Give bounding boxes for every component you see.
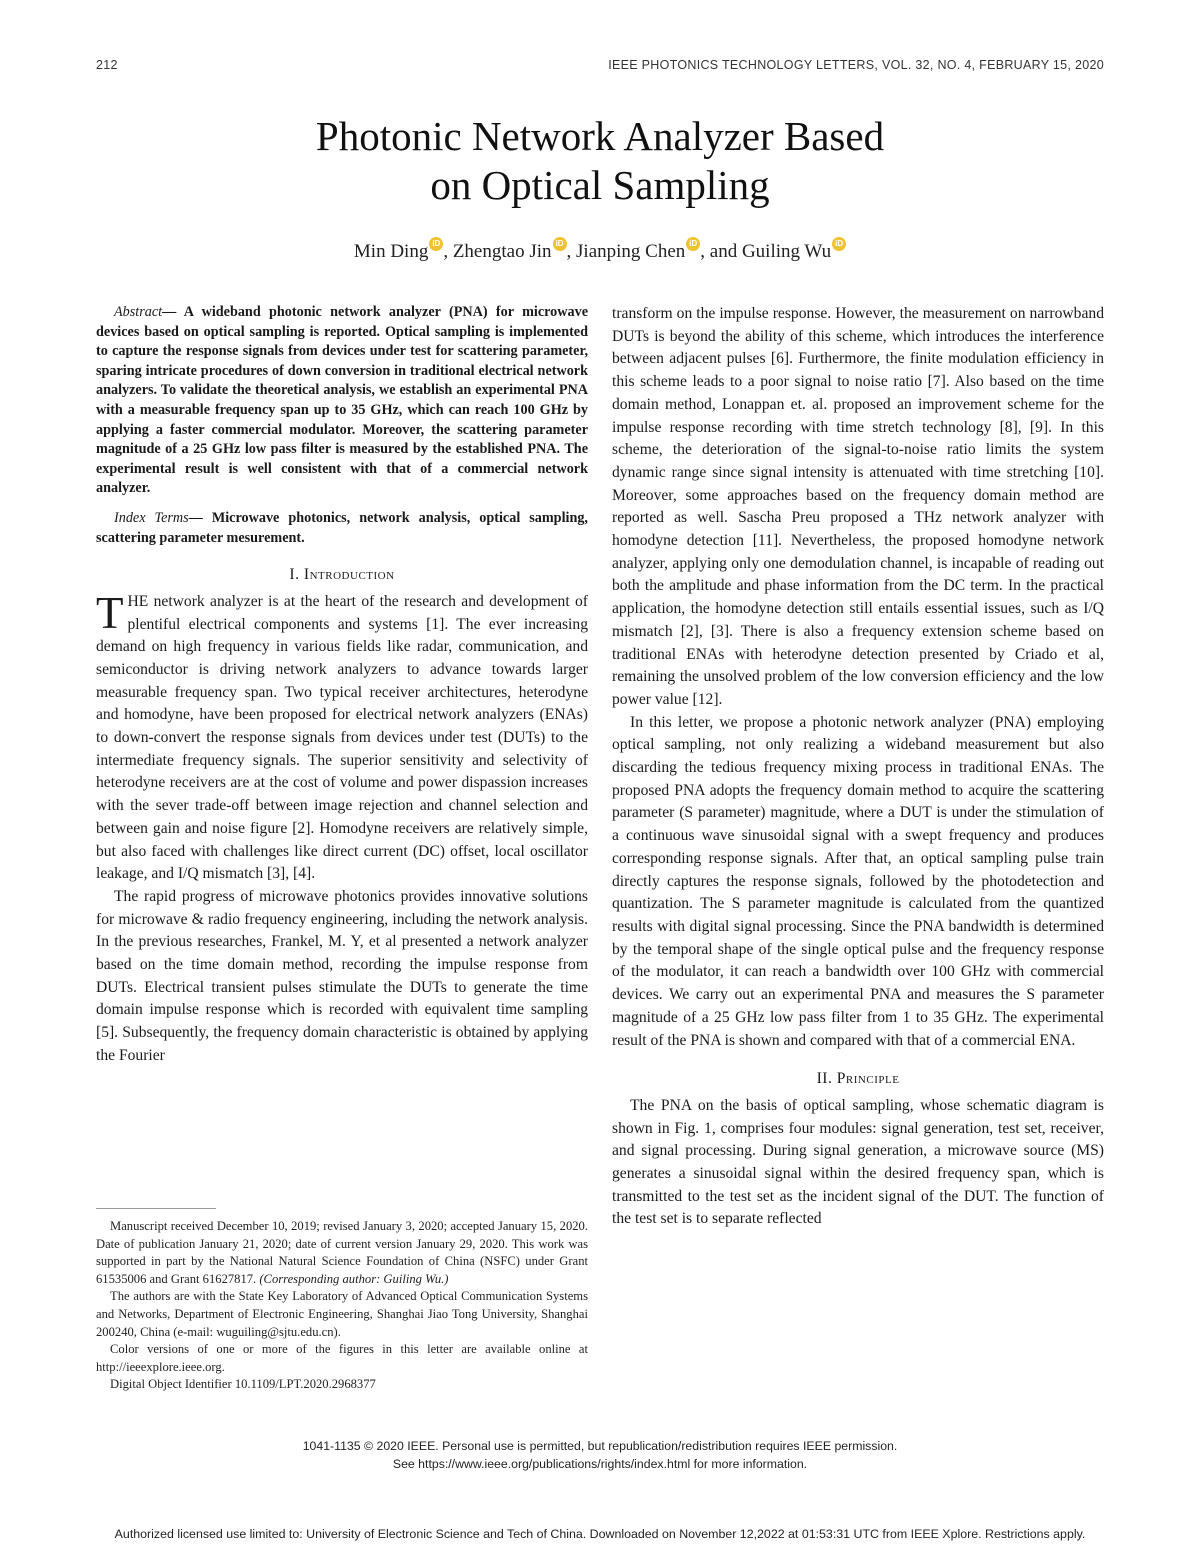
title-line-1: Photonic Network Analyzer Based (315, 113, 885, 159)
right-paragraph-2: In this letter, we propose a photonic network analyzer (PNA) employing optical sampling, not only realizing a wideband measurement but also discarding the tedious frequency mixing process in traditional ENAs. The proposed PNA adopts the frequency domain method to acquire the scattering parameter (S parameter) magnitude, where a DUT is under the stimulation of a continuous wave sinusoidal signal with a swept frequency and produces corresponding response signals. After that, an optical sampling pulse train directly captures the response signals, followed by the photodetection and quantization. The S parameter magnitude is calculated from the quantized results with digital signal processing. Since the PNA bandwidth is determined by the temporal shape of the single optical pulse and the frequency response of the modulator, it can reach a bandwidth over 100 GHz with commercial devices. We carry out an experimental PNA and measures the S parameter magnitude of a 25 GHz low pass filter from 1 to 35 GHz. The experimental result of the PNA is shown and compared with that of a commercial ENA. (612, 713, 1104, 1049)
index-terms (96, 509, 588, 548)
index-terms-text: — Microwave photonics, network analysis, optical sampling, scattering parameter mesurement. (96, 509, 588, 546)
intro-paragraph-1 (96, 587, 588, 886)
footnote-color: Color versions of one or more of the figures in this letter are available online at http://ieeexplore.ieee.org. (96, 1342, 588, 1374)
orcid-icon[interactable] (553, 237, 567, 251)
right-paragraph-1: transform on the impulse response. However, the measurement on narrowband DUTs is beyond the ability of this scheme, which introduces the interference between adjacent pulses [6]. Furthermore, the finite modulation efficiency in this scheme leads to a poor signal to noise ratio [7]. Also based on the time domain method, Lonappan et. al. proposed an improvement scheme for the impulse response recording with time stretch technology [8], [9]. In this scheme, the deterioration of the signal-to-noise ratio limits the system dynamic range since signal intensity is attenuated with time stretching [10]. Moreover, some approaches based on the frequency domain method are reported as well. Sascha Preu proposed a THz network analyzer with homodyne detection [11]. Nevertheless, the proposed homodyne network analyzer, applying only one demodulation channel, is incapable of reading out both the amplitude and phase information from the DC term. In the practical application, the homodyne detection still entails essential issues, such as I/Q mismatch [2], [3]. There is also a frequency extension scheme based on traditional ENAs with heterodyne detection presented by Criado et al, remaining the unsolved problem of the low conversion efficiency and the low power value [12]. (612, 305, 1104, 708)
copyright-line-2[interactable]: See https://www.ieee.org/publications/rights/index.html for more information. (392, 1457, 808, 1471)
footnotes (96, 1218, 588, 1394)
running-header (96, 58, 1104, 76)
copyright-notice (96, 1437, 1104, 1473)
abstract (96, 303, 588, 499)
author-1: Min Ding (353, 241, 429, 262)
orcid-icon[interactable] (429, 237, 443, 251)
author-list (96, 237, 1104, 264)
footnote-affiliation: The authors are with the State Key Laboratory of Advanced Optical Communication Systems and Networks, Department of Electronic Engineering, Shanghai Jiao Tong University, Shanghai 200240, China (e-mail: wuguiling@sjtu.edu.cn). (96, 1289, 588, 1339)
author-4: , and Guiling Wu (700, 241, 832, 262)
footnote-doi: Digital Object Identifier 10.1109/LPT.2020.2968377 (110, 1377, 376, 1392)
journal-header: IEEE PHOTONICS TECHNOLOGY LETTERS, VOL. 32, NO. 4, FEBRUARY 15, 2020 (608, 58, 1104, 72)
paper-title (96, 112, 1104, 210)
section-title: Introduction (303, 566, 395, 584)
footnote-manuscript (96, 1218, 588, 1288)
index-terms-label: Index Terms (114, 509, 189, 526)
abstract-label: Abstract (114, 304, 163, 320)
section-number: I. (289, 566, 304, 584)
orcid-icon[interactable] (686, 237, 700, 251)
intro-paragraph-2: The rapid progress of microwave photonics provides innovative solutions for microwave & radio frequency engineering, including the network analysis. In the previous researches, Frankel, M. Y, et al presented a network analyzer based on the time domain method, recording the impulse response from DUTs. Electrical transient pulses stimulate the DUTs to generate the time domain impulse response which is recorded with equivalent time sampling [5]. Subsequently, the frequency domain characteristic is obtained by applying the Fourier (96, 887, 588, 1064)
footnote-rule (96, 1208, 216, 1209)
intro-paragraph-1-text: HE network analyzer is at the heart of the research and development of plentiful electrical components and systems [1]. The ever increasing demand on high frequency in various fields like radar, communication, and semiconductor is driving network analyzers to advance towards larger measurable frequency span. Two typical receiver architectures, heterodyne and homodyne, have been proposed for electrical network analyzers (ENAs) to down-convert the response signals from devices under test (DUTs) to the intermediate frequency signals. The superior sensitivity and selectivity of heterodyne receivers are at the cost of volume and power dispassion increases with the sever trade-off between image rejection and channel selection and between gain and noise figure [2]. Homodyne receivers are relatively simple, but also faced with challenges like direct current (DC) offset, local oscillator leakage, and I/Q mismatch [3], [4]. (96, 592, 588, 883)
title-line-2: on Optical Sampling (430, 162, 770, 208)
section-title: Principle (836, 1070, 900, 1088)
right-column (612, 303, 1104, 1231)
author-3: , Jianping Chen (566, 241, 686, 262)
license-footer: Authorized licensed use limited to: University of Electronic Science and Tech of China. Downloaded on November 12,2022 at 01:53:31 UTC from IEEE Xplore. Restrictions apply. (114, 1527, 1086, 1541)
abstract-text: — A wideband photonic network analyzer (PNA) for microwave devices based on optical sampling is reported. Optical sampling is implemented to capture the response signals from devices under test for scattering parameter, sparing intricate procedures of down conversion in traditional electrical network analyzers. To validate the theoretical analysis, we establish an experimental PNA with a measurable frequency span up to 35 GHz, which can reach 100 GHz by applying a faster commercial modulator. Moreover, the scattering parameter magnitude of a 25 GHz low pass filter is measured by the established PNA. The experimental result is well consistent with that of a commercial network analyzer. (96, 304, 588, 497)
section-number: II. (816, 1070, 837, 1088)
drop-cap: T (96, 587, 124, 638)
copyright-line-1: 1041-1135 © 2020 IEEE. Personal use is permitted, but republication/redistribution requires IEEE permission. (302, 1439, 898, 1453)
author-2: , Zhengtao Jin (443, 241, 552, 262)
section-heading-principle (612, 1068, 1104, 1091)
corresponding-author: (Corresponding author: Guiling Wu.) (259, 1271, 449, 1286)
section-heading-introduction (96, 564, 588, 587)
footnote-manuscript-text: Manuscript received December 10, 2019; revised January 3, 2020; accepted January 15, 2020. Date of publication January 21, 2020; date of current version January 29, 2020. This work was supported in part by the National Natural Science Foundation of China (NSFC) under Grant 61535006 and Grant 61627817. (96, 1219, 588, 1286)
page-number: 212 (96, 58, 118, 72)
orcid-icon[interactable] (832, 237, 846, 251)
left-column (96, 303, 588, 1068)
principle-paragraph-1: The PNA on the basis of optical sampling, whose schematic diagram is shown in Fig. 1, comprises four modules: signal generation, test set, receiver, and signal processing. During signal generation, a microwave source (MS) generates a sinusoidal signal within the desired frequency span, which is transmitted to the test set as the incident signal of the DUT. The function of the test set is to separate reflected (612, 1096, 1104, 1228)
